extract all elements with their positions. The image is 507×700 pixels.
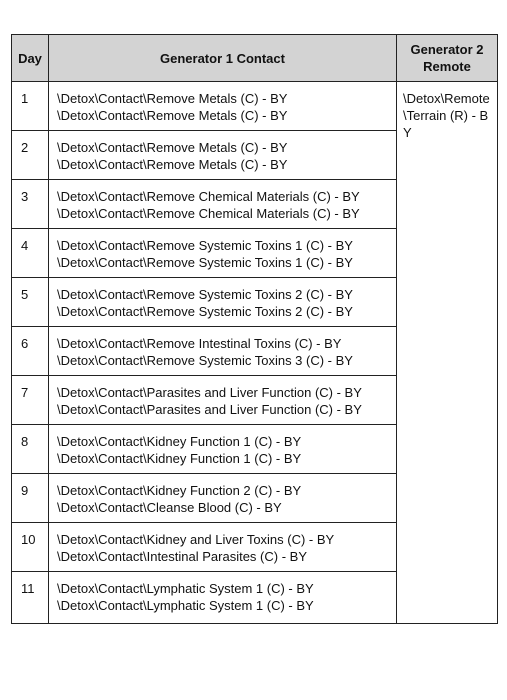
contact-program-line: \Detox\Contact\Remove Metals (C) - BY: [57, 157, 288, 172]
contact-program-line: \Detox\Contact\Remove Systemic Toxins 3 (C) - BY: [57, 353, 353, 368]
contact-program-line: \Detox\Contact\Cleanse Blood (C) - BY: [57, 500, 282, 515]
generator-1-cell: [49, 474, 397, 523]
contact-program-line: \Detox\Contact\Kidney Function 2 (C) - BY: [57, 483, 302, 498]
day-cell: 4: [12, 229, 49, 278]
contact-program-line: \Detox\Contact\Lymphatic System 1 (C) - BY: [57, 598, 314, 613]
day-cell: 7: [12, 376, 49, 425]
generator-1-cell: [49, 523, 397, 572]
generator-1-cell: [49, 180, 397, 229]
contact-program-line: \Detox\Contact\Kidney Function 1 (C) - BY: [57, 434, 302, 449]
contact-program-line: \Detox\Contact\Remove Systemic Toxins 1 (C) - BY: [57, 238, 353, 253]
contact-program-line: \Detox\Contact\Remove Systemic Toxins 2 (C) - BY: [57, 304, 353, 319]
day-cell: 11: [12, 572, 49, 624]
header-row: [12, 35, 498, 82]
detox-schedule: [11, 34, 497, 624]
day-cell: 8: [12, 425, 49, 474]
day-cell: 3: [12, 180, 49, 229]
schedule-table: [11, 34, 498, 624]
day-cell: 10: [12, 523, 49, 572]
contact-program-line: \Detox\Contact\Remove Systemic Toxins 2 (C) - BY: [57, 287, 353, 302]
contact-program-line: \Detox\Contact\Remove Metals (C) - BY: [57, 91, 288, 106]
generator-1-cell: [49, 327, 397, 376]
contact-program-line: \Detox\Contact\Kidney and Liver Toxins (C) - BY: [57, 532, 335, 547]
generator-1-cell: [49, 572, 397, 624]
contact-program-line: \Detox\Contact\Remove Metals (C) - BY: [57, 108, 288, 123]
contact-program-line: \Detox\Contact\Parasites and Liver Function (C) - BY: [57, 385, 362, 400]
contact-program-line: \Detox\Contact\Lymphatic System 1 (C) - BY: [57, 581, 314, 596]
day-cell: 1: [12, 82, 49, 131]
day-cell: 9: [12, 474, 49, 523]
contact-program-line: \Detox\Contact\Intestinal Parasites (C) - BY: [57, 549, 307, 564]
generator-1-cell: [49, 278, 397, 327]
day-cell: 2: [12, 131, 49, 180]
generator-2-column-header: Generator 2 Remote: [397, 35, 498, 82]
table-row: [12, 82, 498, 131]
contact-program-line: \Detox\Contact\Remove Metals (C) - BY: [57, 140, 288, 155]
contact-program-line: \Detox\Contact\Remove Chemical Materials (C) - BY: [57, 206, 360, 221]
generator-1-cell: [49, 229, 397, 278]
generator-1-column-header: Generator 1 Contact: [49, 35, 397, 82]
day-cell: 5: [12, 278, 49, 327]
contact-program-line: \Detox\Contact\Remove Intestinal Toxins (C) - BY: [57, 336, 342, 351]
generator-1-cell: [49, 82, 397, 131]
day-cell: 6: [12, 327, 49, 376]
contact-program-line: \Detox\Contact\Remove Systemic Toxins 1 (C) - BY: [57, 255, 353, 270]
contact-program-line: \Detox\Contact\Remove Chemical Materials (C) - BY: [57, 189, 360, 204]
generator-1-cell: [49, 131, 397, 180]
day-column-header: Day: [12, 35, 49, 82]
contact-program-line: \Detox\Contact\Kidney Function 1 (C) - BY: [57, 451, 302, 466]
contact-program-line: \Detox\Contact\Parasites and Liver Function (C) - BY: [57, 402, 362, 417]
generator-1-cell: [49, 376, 397, 425]
generator-1-cell: [49, 425, 397, 474]
generator-2-remote-cell: \Detox\Remote\Terrain (R) - BY: [397, 82, 498, 624]
